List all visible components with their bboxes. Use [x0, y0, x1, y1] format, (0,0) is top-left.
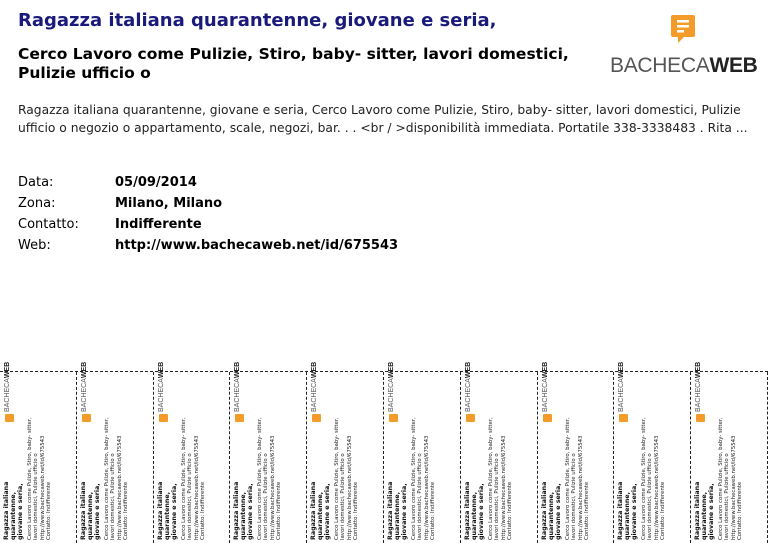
tear-off-strip — [307, 361, 384, 543]
strip-line: lavori domestici, Pulizie ufficio o — [724, 453, 731, 540]
strip-logo: BACHECAWEB — [4, 376, 16, 422]
tear-off-strip — [0, 361, 77, 543]
strip-title: Ragazza italiana quarantenne, giovane e seria, — [387, 481, 409, 540]
strip-line: lavori domestici, Pulizie ufficio o — [110, 453, 116, 540]
tear-off-strip — [461, 361, 538, 543]
strip-line: Cerco Lavoro come Pulizie, Stiro, baby- sitter, — [564, 417, 571, 540]
speech-bubble-badge-icon — [312, 414, 321, 422]
tear-off-strips — [0, 361, 768, 543]
strip-line: Cerco Lavoro come Pulizie, Stiro, baby- sitter, — [257, 417, 263, 540]
strip-body — [334, 375, 360, 540]
ad-title: Ragazza italiana quarantenne, giovane e seria, — [18, 10, 497, 31]
strip-line: lavori domestici, Pulizie ufficio o — [33, 453, 40, 540]
tear-off-strip — [538, 361, 615, 543]
strip-body — [564, 375, 590, 540]
strip-line: Cerco Lavoro come Pulizie, Stiro, baby- sitter, — [26, 417, 33, 540]
speech-bubble-badge-icon — [389, 414, 398, 422]
strip-body — [180, 375, 206, 540]
field-zone — [18, 193, 398, 214]
speech-bubble-badge-icon — [159, 414, 168, 422]
strip-logo: BACHECAWEB — [311, 376, 323, 422]
strip-logo: BACHECAWEB — [388, 376, 400, 422]
strip-link: http://www.bachecaweb.net/id/675543 — [500, 435, 507, 540]
strip-line: Cerco Lavoro come Pulizie, Stiro, baby- sitter, — [410, 417, 417, 540]
strip-line: lavori domestici, Pulizie ufficio o — [186, 453, 193, 540]
strip-link: http://www.bachecaweb.net/id/675543 — [39, 435, 46, 540]
speech-bubble-badge-icon — [82, 414, 91, 422]
strip-line: Contatto: Indifferente — [430, 481, 437, 540]
ad-subtitle: Cerco Lavoro come Pulizie, Stiro, baby- sitter, lavori domestici, Pulizie ufficio o — [18, 45, 569, 82]
field-value: Milano, Milano — [115, 196, 223, 211]
tear-off-strip — [691, 361, 768, 543]
tear-off-strip — [614, 361, 691, 543]
speech-bubble-badge-icon — [696, 414, 705, 422]
field-web-link[interactable]: http://www.bachecaweb.net/id/675543 — [115, 238, 399, 253]
strip-body — [641, 375, 667, 540]
strip-line: Contatto: Indifferente — [276, 481, 283, 540]
field-web — [18, 235, 398, 256]
speech-bubble-badge-icon — [619, 414, 628, 422]
strip-line: Contatto: Indifferente — [737, 481, 744, 540]
strip-line: Cerco Lavoro come Pulizie, Stiro, baby- sitter, — [180, 417, 187, 540]
logo-wordmark: BACHECAWEB — [610, 54, 758, 77]
ad-description: Ragazza italiana quarantenne, giovane e seria, Cerco Lavoro come Pulizie, Stiro, baby- sitter, lavori domestici, Pulizie ufficio o negozio o appartamento, scale, negozi, bar. . . <br / >disponibilità immediata. Portatile 338-3338483 . Rita ... — [18, 103, 748, 135]
strip-body — [27, 375, 53, 540]
field-label: Zona: — [18, 196, 56, 211]
strip-logo: BACHECAWEB — [234, 376, 246, 422]
strip-line: Contatto: Indifferente — [507, 481, 514, 540]
strip-link: http://www.bachecaweb.net/id/675543 — [654, 435, 661, 540]
strip-logo: BACHECAWEB — [465, 376, 477, 422]
strip-link: http://www.bachecaweb.net/id/675543 — [346, 435, 353, 540]
strip-link: http://www.bachecaweb.net/id/675543 — [423, 435, 430, 540]
strip-link: http://www.bachecaweb.net/id/675543 — [116, 435, 123, 540]
strip-line: lavori domestici, Pulizie ufficio o — [494, 453, 500, 540]
strip-link: http://www.bachecaweb.net/id/675543 — [193, 435, 200, 540]
strip-line: lavori domestici, Pulizie ufficio o — [340, 453, 347, 540]
strip-line: lavori domestici, Pulizie ufficio o — [570, 453, 577, 540]
strip-line: Contatto: Indifferente — [199, 481, 206, 540]
field-value: 05/09/2014 — [115, 175, 197, 190]
strip-line: Cerco Lavoro come Pulizie, Stiro, baby- sitter, — [487, 417, 494, 540]
strip-title: Ragazza italiana quarantenne, giovane e seria, — [310, 481, 332, 540]
speech-bubble-badge-icon — [235, 414, 244, 422]
strip-logo: BACHECAWEB — [81, 376, 93, 422]
tear-off-strip — [384, 361, 461, 543]
field-label: Data: — [18, 175, 54, 190]
strip-line: lavori domestici, Pulizie ufficio o — [647, 453, 654, 540]
tear-off-strip — [154, 361, 231, 543]
strip-title: Ragazza italiana quarantenne, giovane e seria, — [156, 481, 178, 540]
strip-title: Ragazza italiana quarantenne, giovane e seria, — [463, 481, 486, 540]
strip-body — [103, 375, 129, 540]
strip-logo: BACHECAWEB — [542, 376, 554, 422]
field-label: Web: — [18, 238, 51, 253]
strip-line: Contatto: Indifferente — [46, 481, 53, 540]
strip-body — [487, 375, 513, 540]
strip-logo: BACHECAWEB — [158, 376, 170, 422]
field-value: Indifferente — [115, 217, 202, 232]
strip-line: Contatto: Indifferente — [123, 481, 130, 540]
strip-title: Ragazza italiana quarantenne, giovane e seria, — [540, 481, 562, 540]
strip-line: Cerco Lavoro come Pulizie, Stiro, baby- sitter, — [641, 417, 647, 540]
strip-line: Contatto: Indifferente — [660, 481, 667, 540]
strip-title: Ragazza italiana quarantenne, giovane e seria, — [3, 481, 25, 540]
speech-bubble-badge-icon — [670, 14, 696, 44]
field-label: Contatto: — [18, 217, 79, 232]
strip-line: Contatto: Indifferente — [583, 481, 590, 540]
strip-title: Ragazza italiana quarantenne, giovane e seria, — [79, 481, 102, 540]
strip-logo: BACHECAWEB — [695, 376, 707, 422]
strip-title: Ragazza italiana quarantenne, giovane e seria, — [694, 481, 716, 540]
field-contact — [18, 214, 398, 235]
strip-title: Ragazza italiana quarantenne, giovane e seria, — [617, 481, 639, 540]
strip-body — [411, 375, 437, 540]
speech-bubble-badge-icon — [466, 414, 475, 422]
strip-logo: BACHECAWEB — [618, 376, 630, 422]
strip-body — [257, 375, 283, 540]
strip-title: Ragazza italiana quarantenne, giovane e seria, — [233, 481, 255, 540]
strip-line: Contatto: Indifferente — [353, 481, 360, 540]
strip-link: http://www.bachecaweb.net/id/675543 — [270, 435, 277, 540]
tear-off-strip — [230, 361, 307, 543]
field-date — [18, 172, 398, 193]
strip-line: Cerco Lavoro come Pulizie, Stiro, baby- sitter, — [333, 417, 340, 540]
speech-bubble-badge-icon — [5, 414, 14, 422]
strip-line: lavori domestici, Pulizie ufficio o — [263, 453, 270, 540]
strip-link: http://www.bachecaweb.net/id/675543 — [577, 435, 584, 540]
strip-line: Cerco Lavoro come Pulizie, Stiro, baby- sitter, — [717, 417, 724, 540]
strip-link: http://www.bachecaweb.net/id/675543 — [730, 435, 737, 540]
speech-bubble-badge-icon — [543, 414, 552, 422]
strip-body — [718, 375, 744, 540]
tear-off-strip — [77, 361, 154, 543]
strip-line: lavori domestici, Pulizie ufficio o — [417, 453, 424, 540]
strip-line: Cerco Lavoro come Pulizie, Stiro, baby- sitter, — [103, 417, 110, 540]
bachecaweb-logo — [608, 14, 758, 80]
ad-details — [18, 172, 398, 256]
